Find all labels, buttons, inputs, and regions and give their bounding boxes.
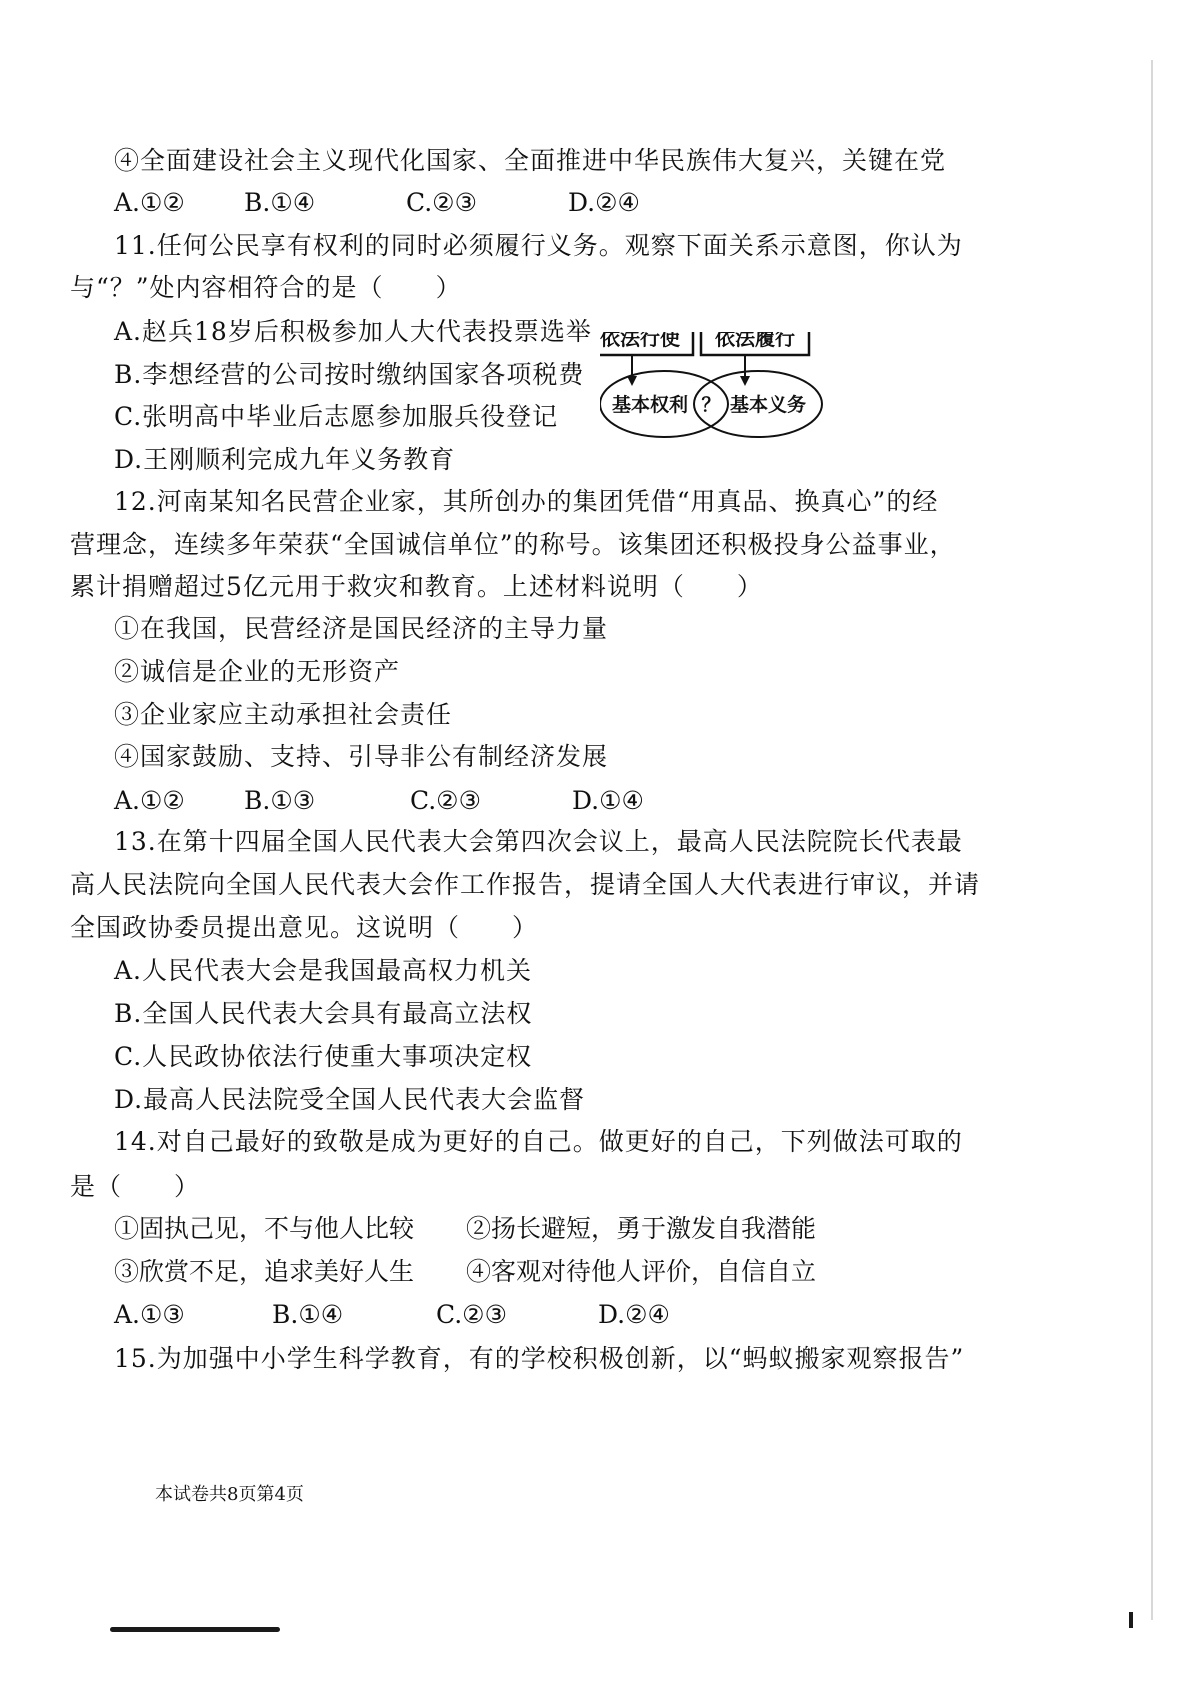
- arrow-right-head: [740, 376, 750, 386]
- box-left-label: 依法行使: [600, 332, 680, 350]
- q13-option-a: A.人民代表大会是我国最高权力机关: [114, 956, 533, 985]
- box-right-label: 依法履行: [715, 332, 795, 350]
- q12-option-c: C.②③: [410, 786, 482, 815]
- q14-option-a: A.①③: [114, 1300, 185, 1329]
- scan-edge-line: [1151, 60, 1153, 1620]
- q11-option-c: C.张明高中毕业后志愿参加服兵役登记: [114, 402, 559, 431]
- q14-options: [114, 1300, 764, 1330]
- q14-item3: ③欣赏不足，追求美好人生: [114, 1257, 415, 1286]
- overlap-question-mark: ？: [701, 394, 721, 416]
- q13-stem-line2: 高人民法院向全国人民代表大会作工作报告，提请全国人大代表进行审议，并请: [70, 870, 981, 899]
- q12-option-b: B.①③: [244, 786, 316, 815]
- q12-item4: ④国家鼓励、支持、引导非公有制经济发展: [114, 742, 609, 771]
- q12-option-d: D.①④: [572, 786, 644, 815]
- q14-option-d: D.②④: [598, 1300, 670, 1329]
- q11-option-b: B.李想经营的公司按时缴纳国家各项税费: [114, 360, 585, 389]
- q14-items-row2: [114, 1257, 934, 1287]
- q14-stem-line2: 是（ ）: [70, 1172, 201, 1201]
- q12-stem-line3: 累计捐赠超过5亿元用于救灾和教育。上述材料说明（ ）: [70, 572, 763, 601]
- rights-duties-diagram: [600, 332, 900, 482]
- ellipse-duties-label: 基本义务: [730, 394, 807, 416]
- q14-stem-line1: 14.对自己最好的致敬是成为更好的自己。做更好的自己，下列做法可取的: [114, 1127, 963, 1156]
- q14-item2: ②扬长避短，勇于激发自我潜能: [466, 1214, 817, 1243]
- q13-option-b: B.全国人民代表大会具有最高立法权: [114, 999, 533, 1028]
- q10-option-d: D.②④: [568, 188, 640, 217]
- q10-option-c: C.②③: [406, 188, 478, 217]
- q12-option-a: A.①②: [114, 786, 185, 815]
- scan-mark-bottom: [110, 1627, 280, 1632]
- q14-option-c: C.②③: [436, 1300, 508, 1329]
- q13-option-d: D.最高人民法院受全国人民代表大会监督: [114, 1085, 586, 1114]
- q12-item2: ②诚信是企业的无形资产: [114, 657, 401, 686]
- q13-option-c: C.人民政协依法行使重大事项决定权: [114, 1042, 533, 1071]
- q12-item1: ①在我国，民营经济是国民经济的主导力量: [114, 614, 609, 643]
- q10-options: [114, 188, 714, 218]
- q11-option-a: A.赵兵18岁后积极参加人大代表投票选举: [114, 317, 592, 346]
- q12-stem-line1: 12.河南某知名民营企业家，其所创办的集团凭借“用真品、换真心”的经: [114, 487, 939, 516]
- q15-stem-line1: 15.为加强中小学生科学教育，有的学校积极创新，以“蚂蚁搬家观察报告”: [114, 1344, 965, 1373]
- q13-stem-line3: 全国政协委员提出意见。这说明（ ）: [70, 913, 539, 942]
- q11-stem-line2: 与“？”处内容相符合的是（ ）: [70, 273, 462, 302]
- q12-options: [114, 786, 714, 816]
- q11-option-d: D.王刚顺利完成九年义务教育: [114, 445, 456, 474]
- q14-option-b: B.①④: [272, 1300, 344, 1329]
- q11-stem-line1: 11.任何公民享有权利的同时必须履行义务。观察下面关系示意图，你认为: [114, 231, 963, 260]
- ellipse-rights-label: 基本权利: [612, 394, 689, 416]
- q12-item3: ③企业家应主动承担社会责任: [114, 700, 453, 729]
- q10-option-a: A.①②: [114, 188, 185, 217]
- q12-stem-line2: 营理念，连续多年荣获“全国诚信单位”的称号。该集团还积极投身公益事业，: [70, 530, 956, 559]
- q14-item4: ④客观对待他人评价，自信自立: [466, 1257, 817, 1286]
- q10-item4: ④全面建设社会主义现代化国家、全面推进中华民族伟大复兴，关键在党: [114, 146, 947, 175]
- q10-option-b: B.①④: [244, 188, 316, 217]
- q14-item1: ①固执己见，不与他人比较: [114, 1214, 415, 1243]
- scan-mark-right: [1129, 1612, 1133, 1628]
- q13-stem-line1: 13.在第十四届全国人民代表大会第四次会议上，最高人民法院院长代表最: [114, 827, 963, 856]
- page-footer: 本试卷共8页第4页: [155, 1484, 304, 1505]
- q14-items-row1: [114, 1214, 934, 1244]
